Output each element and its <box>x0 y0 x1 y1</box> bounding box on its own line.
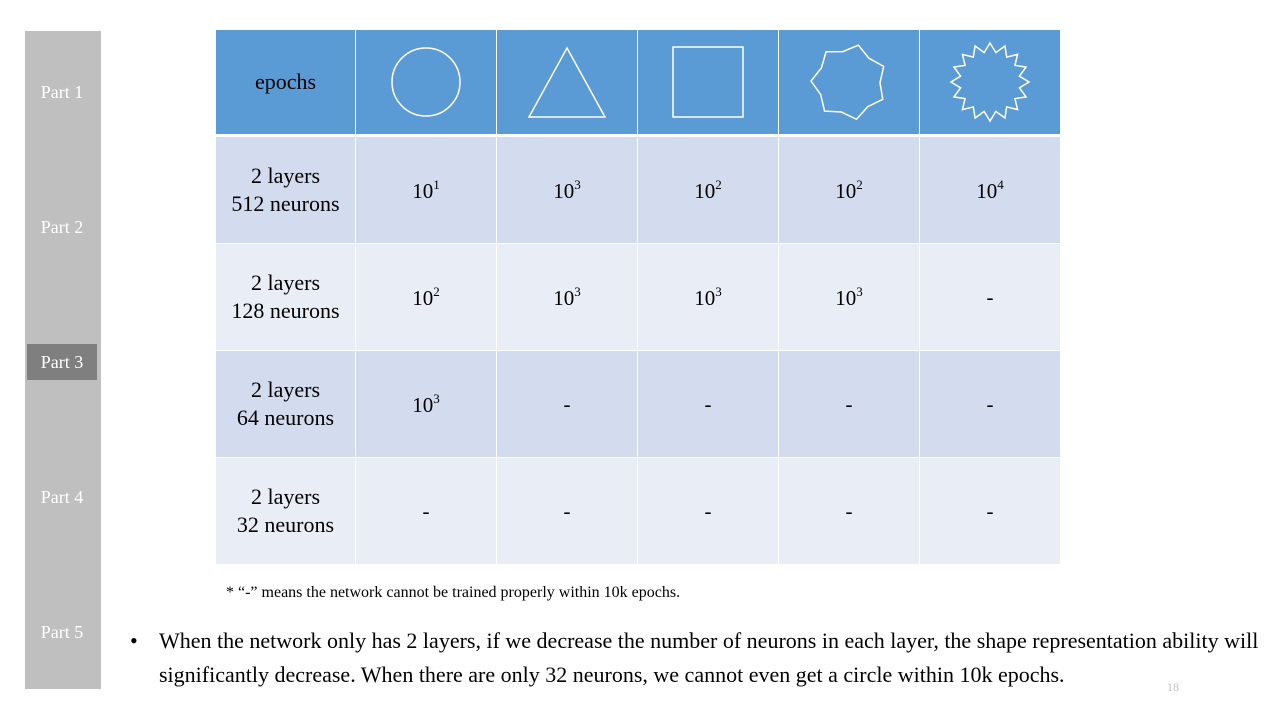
row-label-layers: 2 layers <box>250 163 321 188</box>
cell-value: 10 <box>694 285 716 310</box>
cell-exponent: 2 <box>433 283 440 299</box>
triangle-shape-icon <box>525 44 609 120</box>
table-cell <box>638 458 779 565</box>
footnote: * “-” means the network cannot be trained properly within 10k epochs. <box>226 584 681 601</box>
table-cell <box>779 458 920 565</box>
sidebar-item-part-4[interactable]: Part 4 <box>40 487 84 507</box>
table-cell <box>920 244 1061 351</box>
header-triangle <box>497 30 638 136</box>
table-row <box>216 351 1061 458</box>
header-star-16 <box>920 30 1061 136</box>
table-row <box>216 244 1061 351</box>
cell-value: - <box>422 498 430 523</box>
row-label-layers: 2 layers <box>250 484 321 509</box>
cell-exponent: 1 <box>433 176 440 192</box>
row-label <box>216 351 356 458</box>
table-row <box>216 136 1061 244</box>
cell-exponent: 3 <box>574 283 581 299</box>
circle-shape-icon <box>388 44 464 120</box>
table-cell <box>497 136 638 244</box>
cell-exponent: 4 <box>997 176 1004 192</box>
cell-exponent: 3 <box>715 283 722 299</box>
table-cell <box>638 244 779 351</box>
row-label <box>216 458 356 565</box>
bullet-icon: • <box>130 628 138 653</box>
row-label-neurons: 64 neurons <box>236 405 335 430</box>
header-circle <box>356 30 497 136</box>
cell-value: - <box>986 498 994 523</box>
row-label <box>216 136 356 244</box>
cell-value: 10 <box>412 285 434 310</box>
row-label-neurons: 128 neurons <box>231 298 340 323</box>
square-shape-icon <box>670 44 746 120</box>
cell-value: 10 <box>835 285 857 310</box>
cell-value: 10 <box>412 178 434 203</box>
table-cell <box>779 351 920 458</box>
row-label-layers: 2 layers <box>250 270 321 295</box>
cell-value: - <box>563 391 571 416</box>
row-label-neurons: 32 neurons <box>236 512 335 537</box>
table-cell <box>356 351 497 458</box>
header-epochs <box>216 30 356 136</box>
table-cell <box>497 244 638 351</box>
cell-value: 10 <box>976 178 998 203</box>
cell-value: - <box>704 498 712 523</box>
cell-value: - <box>563 498 571 523</box>
page-number: 18 <box>1167 680 1179 694</box>
cell-value: 10 <box>835 178 857 203</box>
star-sixteen-point-icon <box>949 41 1031 123</box>
sidebar-item-part-2[interactable]: Part 2 <box>40 217 84 237</box>
table-cell <box>356 136 497 244</box>
table-cell <box>779 136 920 244</box>
cell-value: 10 <box>412 392 434 417</box>
row-label-layers: 2 layers <box>250 377 321 402</box>
table-cell <box>920 136 1061 244</box>
table-cell <box>497 351 638 458</box>
cell-exponent: 3 <box>433 390 440 406</box>
row-label-neurons: 512 neurons <box>231 191 340 216</box>
bullet-point <box>130 624 1270 692</box>
cell-value: 10 <box>553 178 575 203</box>
cell-value: - <box>986 391 994 416</box>
cell-value: 10 <box>553 285 575 310</box>
sidebar-item-part-1[interactable]: Part 1 <box>40 82 84 102</box>
table-header-row <box>216 30 1061 136</box>
epochs-table <box>215 30 1061 564</box>
table-cell <box>356 244 497 351</box>
cell-exponent: 2 <box>715 176 722 192</box>
cell-value: - <box>986 284 994 309</box>
bullet-text: When the network only has 2 layers, if we decrease the number of neurons in each layer, the shape representation ability will significantly decrease. When there are only 32 neurons, we cannot even get a circle within 10k epochs. <box>159 628 1259 687</box>
table-cell <box>638 136 779 244</box>
sidebar-item-part-5[interactable]: Part 5 <box>40 622 84 642</box>
cell-exponent: 3 <box>856 283 863 299</box>
table-cell <box>779 244 920 351</box>
header-epochs-label: epochs <box>254 69 317 94</box>
table-cell <box>920 351 1061 458</box>
sidebar-item-part-3[interactable]: Part 3 <box>27 344 97 380</box>
cell-value: - <box>845 498 853 523</box>
header-star-7 <box>779 30 920 136</box>
cell-exponent: 2 <box>856 176 863 192</box>
row-label <box>216 244 356 351</box>
header-square <box>638 30 779 136</box>
star-seven-point-icon <box>809 42 889 122</box>
cell-exponent: 3 <box>574 176 581 192</box>
table-cell <box>638 351 779 458</box>
cell-value: - <box>845 391 853 416</box>
cell-value: 10 <box>694 178 716 203</box>
cell-value: - <box>704 391 712 416</box>
table-cell <box>356 458 497 565</box>
table-cell <box>497 458 638 565</box>
table-row <box>216 458 1061 565</box>
section-sidebar <box>25 31 101 689</box>
table-cell <box>920 458 1061 565</box>
